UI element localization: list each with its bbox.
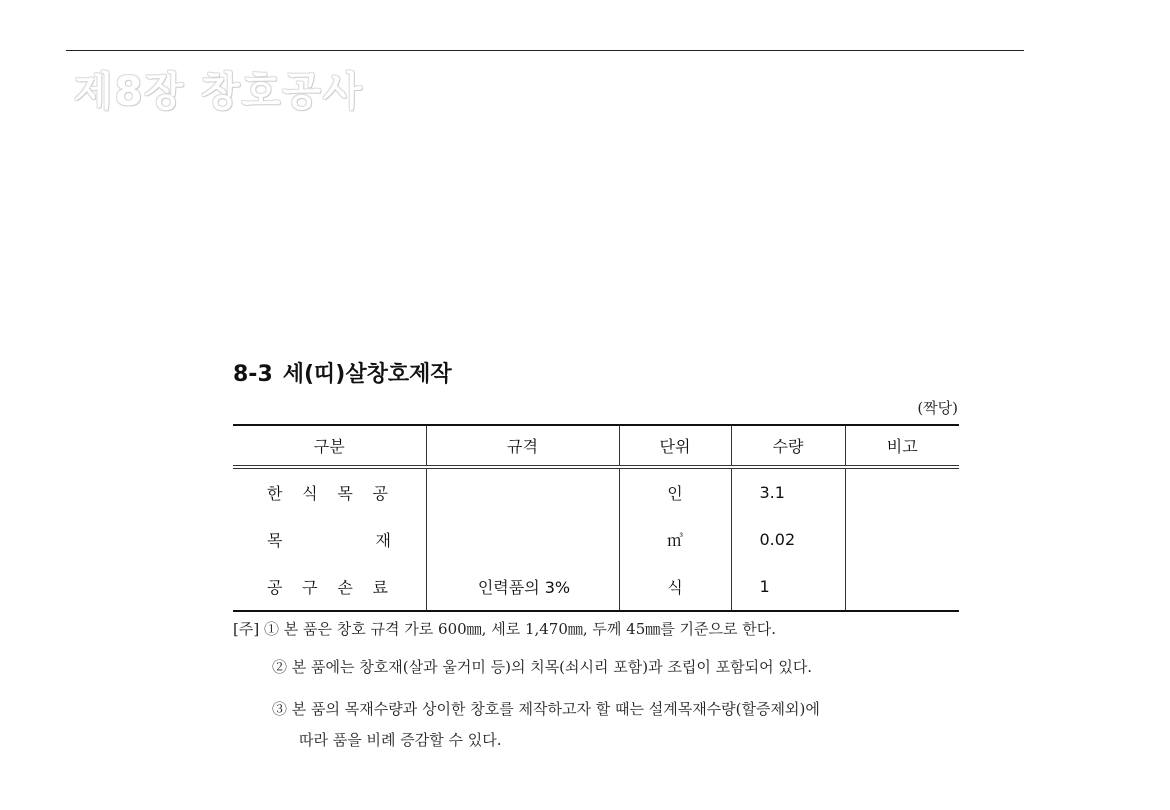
note-item-3 bbox=[272, 697, 820, 721]
category-char: 공 bbox=[267, 578, 283, 597]
table-row bbox=[233, 563, 959, 611]
note-item-3-continuation bbox=[299, 728, 502, 752]
unit-note: (짝당) bbox=[917, 399, 958, 417]
note-item-2 bbox=[272, 655, 812, 679]
note-marker: ② bbox=[272, 658, 288, 676]
table-header-row bbox=[233, 425, 959, 467]
header-rule bbox=[66, 50, 1024, 51]
category-char: 재 bbox=[375, 531, 391, 550]
note-marker: ③ bbox=[272, 700, 288, 718]
row-spec bbox=[426, 516, 619, 563]
row-unit: 인 bbox=[619, 467, 731, 516]
header-category: 구분 bbox=[313, 437, 345, 456]
category-char: 한 bbox=[267, 484, 283, 503]
row-quantity: 0.02 bbox=[731, 516, 845, 563]
row-unit: 식 bbox=[619, 563, 731, 611]
row-unit: ㎥ bbox=[619, 516, 731, 563]
category-char: 구 bbox=[302, 578, 318, 597]
note-item-1 bbox=[233, 617, 776, 641]
row-remarks bbox=[845, 563, 959, 611]
chapter-heading: 제8장 창호공사 bbox=[74, 69, 364, 115]
notes-label: [주] bbox=[233, 620, 260, 638]
category-char: 목 bbox=[337, 484, 353, 503]
category-char: 료 bbox=[372, 578, 388, 597]
section-name: 세(띠)살창호제작 bbox=[282, 362, 452, 387]
category-char: 목 bbox=[267, 531, 283, 550]
row-category bbox=[233, 516, 426, 563]
header-remarks: 비고 bbox=[845, 425, 959, 467]
row-spec bbox=[426, 467, 619, 516]
section-number: 8-3 bbox=[233, 362, 273, 387]
header-spec: 규격 bbox=[426, 425, 619, 467]
row-remarks bbox=[845, 516, 959, 563]
header-quantity: 수량 bbox=[731, 425, 845, 467]
row-quantity: 3.1 bbox=[731, 467, 845, 516]
category-char: 공 bbox=[372, 484, 388, 503]
table-row bbox=[233, 516, 959, 563]
row-category bbox=[233, 467, 426, 516]
spec-table bbox=[233, 424, 959, 612]
row-remarks bbox=[845, 467, 959, 516]
header-unit: 단위 bbox=[619, 425, 731, 467]
row-spec: 인력품의 3% bbox=[426, 563, 619, 611]
row-category bbox=[233, 563, 426, 611]
note-text: 본 품에는 창호재(살과 울거미 등)의 치목(쇠시리 포함)과 조립이 포함되어 있다. bbox=[291, 658, 813, 676]
table-row bbox=[233, 467, 959, 516]
note-text: 따라 품을 비례 증감할 수 있다. bbox=[299, 731, 502, 749]
category-char: 식 bbox=[302, 484, 318, 503]
note-text: 본 품은 창호 규격 가로 600㎜, 세로 1,470㎜, 두께 45㎜를 기준으로 한다. bbox=[283, 620, 776, 638]
row-quantity: 1 bbox=[731, 563, 845, 611]
section-title bbox=[233, 357, 452, 388]
note-marker: ① bbox=[263, 620, 279, 638]
category-char: 손 bbox=[337, 578, 353, 597]
note-text: 본 품의 목재수량과 상이한 창호를 제작하고자 할 때는 설계목재수량(할증제외)에 bbox=[291, 700, 820, 718]
